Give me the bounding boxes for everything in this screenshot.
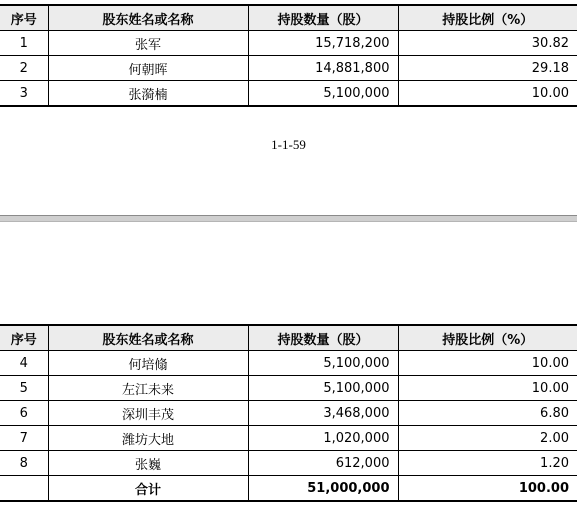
row-shares: 612,000 (248, 451, 398, 476)
row-shares: 14,881,800 (248, 56, 398, 81)
row-ratio: 10.00 (398, 351, 577, 376)
table-row (0, 426, 577, 451)
row-shares: 5,100,000 (248, 81, 398, 107)
row-no: 4 (0, 351, 48, 376)
row-no: 7 (0, 426, 48, 451)
header-shares: 持股数量（股） (248, 325, 398, 351)
row-name: 左江未来 (48, 376, 248, 401)
row-shares: 5,100,000 (248, 376, 398, 401)
shareholder-table-page-1 (0, 4, 577, 107)
header-name: 股东姓名或名称 (48, 325, 248, 351)
table-row (0, 351, 577, 376)
header-no: 序号 (0, 5, 48, 31)
table-row (0, 56, 577, 81)
total-row (0, 476, 577, 502)
row-name: 何培翛 (48, 351, 248, 376)
row-no: 2 (0, 56, 48, 81)
row-ratio: 1.20 (398, 451, 577, 476)
row-ratio: 10.00 (398, 81, 577, 107)
table-header-row (0, 5, 577, 31)
table-row (0, 451, 577, 476)
row-ratio: 29.18 (398, 56, 577, 81)
total-shares: 51,000,000 (248, 476, 398, 502)
page-break-divider (0, 215, 577, 222)
row-name: 张军 (48, 31, 248, 56)
row-shares: 15,718,200 (248, 31, 398, 56)
row-name: 潍坊大地 (48, 426, 248, 451)
page-number: 1-1-59 (271, 137, 306, 152)
header-no: 序号 (0, 325, 48, 351)
header-name: 股东姓名或名称 (48, 5, 248, 31)
row-ratio: 6.80 (398, 401, 577, 426)
row-shares: 1,020,000 (248, 426, 398, 451)
row-name: 张巍 (48, 451, 248, 476)
row-name: 何朝晖 (48, 56, 248, 81)
header-ratio: 持股比例（%） (398, 325, 577, 351)
total-ratio: 100.00 (398, 476, 577, 502)
shareholder-table-page-2 (0, 324, 577, 502)
row-no: 8 (0, 451, 48, 476)
header-shares: 持股数量（股） (248, 5, 398, 31)
row-no: 6 (0, 401, 48, 426)
table-row (0, 401, 577, 426)
row-no: 1 (0, 31, 48, 56)
header-ratio: 持股比例（%） (398, 5, 577, 31)
total-no-cell (0, 476, 48, 502)
row-no: 3 (0, 81, 48, 107)
row-name: 深圳丰茂 (48, 401, 248, 426)
row-shares: 3,468,000 (248, 401, 398, 426)
row-shares: 5,100,000 (248, 351, 398, 376)
table-row (0, 376, 577, 401)
row-ratio: 30.82 (398, 31, 577, 56)
total-label: 合计 (48, 476, 248, 502)
table-row (0, 81, 577, 107)
row-ratio: 10.00 (398, 376, 577, 401)
row-ratio: 2.00 (398, 426, 577, 451)
row-name: 张漪楠 (48, 81, 248, 107)
table-header-row (0, 325, 577, 351)
row-no: 5 (0, 376, 48, 401)
table-row (0, 31, 577, 56)
